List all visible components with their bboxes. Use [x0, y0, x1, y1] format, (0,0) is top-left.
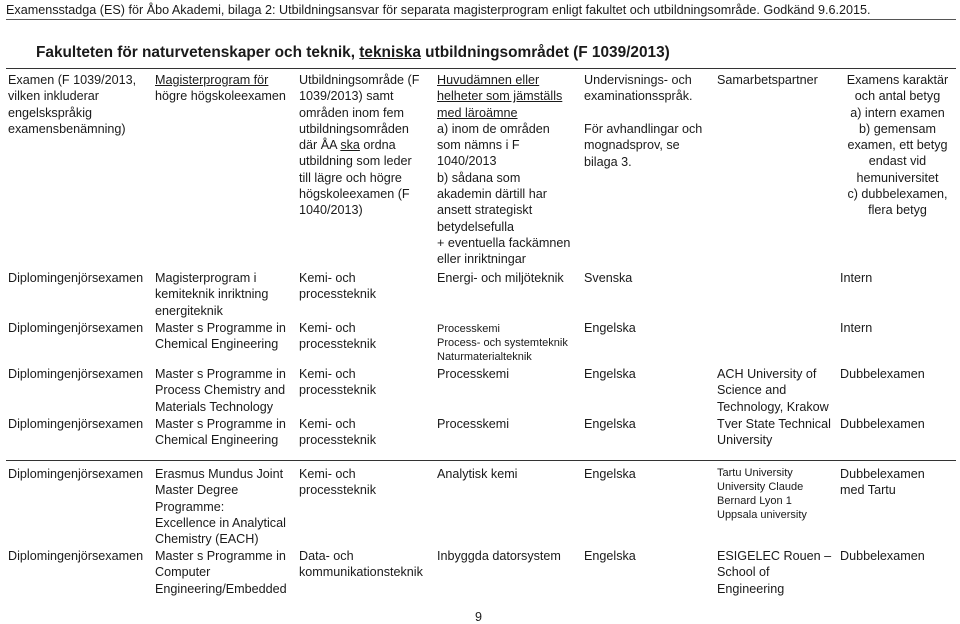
row-program-line: energiteknik [155, 303, 223, 318]
row-examen [8, 548, 150, 564]
row-program-line: Engineering/Embedded [155, 581, 287, 596]
row-examen-line: Diplomingenjörsexamen [8, 321, 144, 335]
row-karaktar [840, 416, 955, 432]
header-sprak-line: examinationsspråk. [584, 89, 693, 104]
row-huvudamne [437, 322, 577, 364]
row-sprak-line: Engelska [584, 367, 636, 381]
row-omrade-line: processteknik [299, 337, 376, 352]
header-huvudamnen-line: Huvudämnen eller [437, 73, 540, 87]
row-omrade [299, 270, 429, 303]
row-sprak-line: Engelska [584, 467, 636, 481]
header-omrade-line: områden inom fem [299, 105, 404, 120]
header-examens-karaktar-line: a) intern examen [850, 105, 945, 120]
row-karaktar [840, 320, 955, 336]
header-huvudamnen-line: betydelsefulla [437, 219, 515, 234]
row-examen-line: Diplomingenjörsexamen [8, 271, 144, 285]
header-examens-karaktar-line: c) dubbelexamen, [847, 187, 948, 202]
row-program [155, 366, 295, 415]
row-omrade [299, 548, 429, 581]
row-program [155, 320, 295, 353]
row-samarbetspartner-line: School of [717, 565, 770, 580]
row-program [155, 416, 295, 449]
row-omrade-line: Data- och [299, 549, 354, 563]
header-sprak-note-line: För avhandlingar och [584, 122, 703, 136]
header-omrade [299, 72, 429, 219]
row-examen [8, 366, 150, 382]
row-samarbetspartner-line: Technology, Krakow [717, 399, 829, 414]
row-program [155, 466, 295, 547]
title-part-3: utbildningsområdet (F 1039/2013) [420, 44, 670, 61]
header-examens-karaktar-line: examen, ett betyg [847, 138, 948, 153]
header-examens-karaktar-line: b) gemensam [859, 121, 936, 136]
row-huvudamne [437, 270, 577, 286]
row-huvudamne-line: Inbyggda datorsystem [437, 549, 561, 563]
row-omrade-line: processteknik [299, 383, 376, 398]
row-sprak-line: Engelska [584, 417, 636, 431]
header-omrade-line: högskoleexamen (F [299, 187, 410, 202]
row-karaktar-line: med Tartu [840, 483, 896, 498]
header-omrade-line: till lägre och högre [299, 170, 402, 185]
row-program-line: Chemistry (EACH) [155, 532, 259, 547]
row-samarbetspartner-line: University Claude [717, 481, 804, 493]
row-program-line: Magisterprogram i [155, 271, 257, 285]
header-examen-line: engelskspråkig [8, 105, 93, 120]
row-samarbetspartner-line: Tver State Technical [717, 417, 831, 431]
row-examen [8, 416, 150, 432]
header-program-line: Magisterprogram för [155, 73, 269, 87]
row-karaktar [840, 466, 955, 499]
row-karaktar [840, 366, 955, 382]
header-huvudamnen-line: 1040/2013 [437, 154, 497, 169]
header-huvudamnen-line: med läroämne [437, 105, 518, 120]
header-sprak-note-line: bilaga 3. [584, 154, 632, 169]
title-part-1: Fakulteten för naturvetenskaper och teknik, [36, 44, 360, 61]
row-samarbetspartner [717, 548, 837, 597]
row-program-line: Master s Programme in [155, 417, 286, 431]
row-karaktar [840, 548, 955, 564]
header-sprak-line: Undervisnings- och [584, 73, 692, 87]
row-karaktar-line: Intern [840, 271, 873, 285]
row-huvudamne-line: Processkemi [437, 323, 500, 335]
row-samarbetspartner-line: ACH University of [717, 367, 817, 381]
row-karaktar-line: Dubbelexamen [840, 549, 925, 563]
row-program-line: Erasmus Mundus Joint [155, 467, 284, 481]
row-sprak [584, 466, 712, 482]
row-omrade-line: processteknik [299, 287, 376, 302]
header-omrade-line: 1040/2013) [299, 203, 363, 218]
row-program-line: Master s Programme in [155, 549, 286, 563]
header-samarbetspartner-line: Samarbetspartner [717, 73, 818, 87]
header-examens-karaktar-line: hemuniversitet [856, 170, 939, 185]
row-omrade-line: Kemi- och [299, 321, 356, 335]
header-samarbetspartner [717, 72, 837, 88]
header-huvudamnen-line: ansett strategiskt [437, 203, 533, 218]
row-program-line: Master Degree [155, 483, 239, 498]
row-omrade-line: Kemi- och [299, 467, 356, 481]
header-program [155, 72, 295, 105]
row-program-line: Programme: [155, 499, 225, 514]
row-program-line: Process Chemistry and [155, 383, 286, 398]
header-examens-karaktar-line: flera betyg [868, 203, 927, 218]
row-sprak-line: Engelska [584, 549, 636, 563]
header-omrade-line: Utbildningsområde (F [299, 73, 420, 87]
row-samarbetspartner [717, 366, 837, 415]
row-huvudamne-line: Naturmaterialteknik [437, 351, 532, 363]
row-sprak [584, 548, 712, 564]
header-examen-line: examensbenämning) [8, 121, 126, 136]
header-examen-line: vilken inkluderar [8, 89, 99, 104]
header-omrade-line: utbildning som leder [299, 154, 412, 169]
row-sprak [584, 416, 712, 432]
page-number: 9 [475, 610, 483, 624]
row-examen-line: Diplomingenjörsexamen [8, 549, 144, 563]
row-omrade [299, 416, 429, 449]
title-part-underlined: tekniska [359, 44, 421, 61]
table-top-rule [6, 68, 956, 69]
row-karaktar-line: Dubbelexamen [840, 417, 925, 431]
header-omrade-line: 1039/2013) samt [299, 89, 394, 104]
row-samarbetspartner-line: University [717, 433, 773, 448]
header-examens-karaktar-line: endast vid [868, 154, 927, 169]
row-huvudamne [437, 548, 577, 564]
row-samarbetspartner-line: Bernard Lyon 1 [717, 495, 792, 507]
row-omrade-line: processteknik [299, 433, 376, 448]
row-omrade [299, 320, 429, 353]
header-examens-karaktar-line: Examens karaktär [846, 73, 949, 87]
row-omrade-line: kommunikationsteknik [299, 565, 423, 580]
row-samarbetspartner-line: Engineering [717, 581, 785, 596]
row-sprak-line: Svenska [584, 271, 633, 285]
header-sprak-note-line: mognadsprov, se [584, 138, 680, 153]
row-samarbetspartner-line: Uppsala university [717, 509, 807, 521]
row-program [155, 548, 295, 597]
table-break-rule [6, 460, 956, 461]
header-huvudamnen-line: helheter som jämställs [437, 89, 563, 104]
row-program-line: Excellence in Analytical [155, 515, 286, 530]
row-program-line: Materials Technology [155, 399, 274, 414]
row-examen-line: Diplomingenjörsexamen [8, 417, 144, 431]
row-samarbetspartner [717, 416, 837, 449]
row-karaktar [840, 270, 955, 286]
row-program-line: Computer [155, 565, 211, 580]
row-huvudamne [437, 416, 577, 432]
row-omrade [299, 466, 429, 499]
row-examen-line: Diplomingenjörsexamen [8, 367, 144, 381]
row-samarbetspartner-line: Science and [717, 383, 787, 398]
header-sprak [584, 72, 712, 105]
row-program-line: Chemical Engineering [155, 433, 279, 448]
row-huvudamne-line: Process- och systemteknik [437, 337, 568, 349]
header-sprak-note [584, 121, 712, 170]
row-huvudamne-line: Processkemi [437, 367, 510, 381]
row-karaktar-line: Intern [840, 321, 873, 335]
row-program-line: kemiteknik inriktning [155, 287, 269, 302]
header-huvudamnen-line: som nämns i F [437, 138, 520, 153]
row-huvudamne [437, 366, 577, 382]
row-examen-line: Diplomingenjörsexamen [8, 467, 144, 481]
header-huvudamnen-line: + eventuella fackämnen [437, 235, 571, 250]
row-samarbetspartner-line: Tartu University [717, 467, 793, 479]
row-samarbetspartner [717, 466, 837, 522]
header-huvudamnen-line: akademin därtill har [437, 187, 547, 202]
row-omrade-line: processteknik [299, 483, 376, 498]
header-omrade-line: utbildningsområden [299, 121, 409, 136]
row-huvudamne-line: Processkemi [437, 417, 510, 431]
header-examen-line: Examen (F 1039/2013, [8, 73, 137, 87]
row-karaktar-line: Dubbelexamen [840, 467, 925, 481]
page-title [36, 44, 670, 62]
row-sprak [584, 270, 712, 286]
row-sprak [584, 320, 712, 336]
row-examen [8, 270, 150, 286]
row-omrade-line: Kemi- och [299, 367, 356, 381]
row-omrade-line: Kemi- och [299, 417, 356, 431]
row-program-line: Chemical Engineering [155, 337, 279, 352]
row-sprak [584, 366, 712, 382]
header-huvudamnen-line: b) sådana som [437, 170, 521, 185]
row-examen [8, 320, 150, 336]
row-program [155, 270, 295, 319]
row-omrade-line: Kemi- och [299, 271, 356, 285]
row-huvudamne [437, 466, 577, 482]
header-huvudamnen-line: eller inriktningar [437, 252, 526, 267]
row-samarbetspartner-line: ESIGELEC Rouen – [717, 549, 832, 563]
row-program-line: Master s Programme in [155, 321, 286, 335]
row-huvudamne-line: Analytisk kemi [437, 467, 518, 481]
row-huvudamne-line: Energi- och miljöteknik [437, 271, 564, 285]
row-omrade [299, 366, 429, 399]
header-program-line: högre högskoleexamen [155, 89, 286, 104]
header-huvudamnen [437, 72, 577, 268]
ska-emphasis: ska [340, 138, 360, 153]
header-examens-karaktar [840, 72, 955, 219]
row-karaktar-line: Dubbelexamen [840, 367, 925, 381]
running-header: Examensstadga (ES) för Åbo Akademi, bilaga 2: Utbildningsansvar för separata magisterprogram enligt fakultet och utbildningsområde. Godkänd 9.6.2015. [6, 2, 956, 20]
header-omrade-line: där ÅA ska ordna [299, 138, 396, 153]
row-program-line: Master s Programme in [155, 367, 286, 381]
row-sprak-line: Engelska [584, 321, 636, 335]
row-examen [8, 466, 150, 482]
header-examens-karaktar-line: och antal betyg [854, 89, 941, 104]
header-examen [8, 72, 150, 137]
header-huvudamnen-line: a) inom de områden [437, 121, 550, 136]
